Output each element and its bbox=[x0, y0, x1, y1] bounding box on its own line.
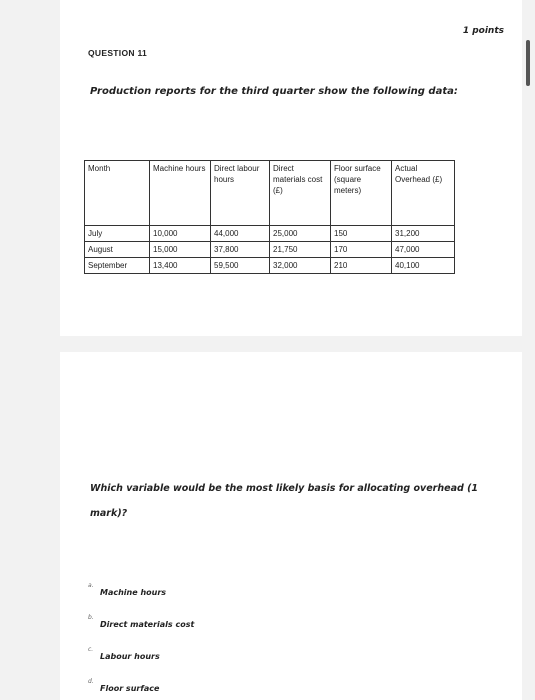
cell-machine-hours: 13,400 bbox=[150, 258, 211, 274]
option-letter: b. bbox=[88, 614, 94, 621]
cell-month: July bbox=[85, 226, 150, 242]
cell-floor-surface: 210 bbox=[331, 258, 392, 274]
table-row bbox=[85, 258, 455, 274]
data-table-container bbox=[84, 160, 455, 274]
cell-overhead: 40,100 bbox=[392, 258, 455, 274]
question-intro: Production reports for the third quarter show the following data: bbox=[90, 86, 458, 97]
points-label: 1 points bbox=[462, 26, 504, 36]
scrollbar[interactable] bbox=[526, 40, 530, 86]
option-label[interactable]: Direct materials cost bbox=[100, 620, 195, 629]
cell-labour-hours: 37,800 bbox=[211, 242, 270, 258]
header-machine-hours: Machine hours bbox=[150, 161, 211, 226]
cell-machine-hours: 10,000 bbox=[150, 226, 211, 242]
cell-labour-hours: 59,500 bbox=[211, 258, 270, 274]
option-letter: d. bbox=[88, 678, 94, 685]
option-letter: a. bbox=[88, 582, 94, 589]
cell-materials-cost: 25,000 bbox=[270, 226, 331, 242]
production-data-table bbox=[84, 160, 455, 274]
cell-overhead: 31,200 bbox=[392, 226, 455, 242]
option-label[interactable]: Labour hours bbox=[100, 652, 160, 661]
question-card bbox=[60, 0, 522, 336]
table-header-row bbox=[85, 161, 455, 226]
cell-materials-cost: 21,750 bbox=[270, 242, 331, 258]
header-floor-surface: Floor surface (square meters) bbox=[331, 161, 392, 226]
cell-month: August bbox=[85, 242, 150, 258]
option-label[interactable]: Machine hours bbox=[100, 588, 167, 597]
table-row bbox=[85, 242, 455, 258]
cell-overhead: 47,000 bbox=[392, 242, 455, 258]
option-label[interactable]: Floor surface bbox=[100, 684, 160, 693]
cell-materials-cost: 32,000 bbox=[270, 258, 331, 274]
cell-floor-surface: 170 bbox=[331, 242, 392, 258]
cell-month: September bbox=[85, 258, 150, 274]
header-month: Month bbox=[85, 161, 150, 226]
cell-floor-surface: 150 bbox=[331, 226, 392, 242]
cell-machine-hours: 15,000 bbox=[150, 242, 211, 258]
table-row bbox=[85, 226, 455, 242]
header-actual-overhead: Actual Overhead (£) bbox=[392, 161, 455, 226]
cell-labour-hours: 44,000 bbox=[211, 226, 270, 242]
question-number: QUESTION 11 bbox=[88, 48, 148, 58]
header-direct-labour-hours: Direct labour hours bbox=[211, 161, 270, 226]
header-direct-materials-cost: Direct materials cost (£) bbox=[270, 161, 331, 226]
option-letter: c. bbox=[88, 646, 94, 653]
answer-card bbox=[60, 352, 522, 700]
question-prompt: Which variable would be the most likely basis for allocating overhead (1 mark)? bbox=[90, 483, 479, 519]
